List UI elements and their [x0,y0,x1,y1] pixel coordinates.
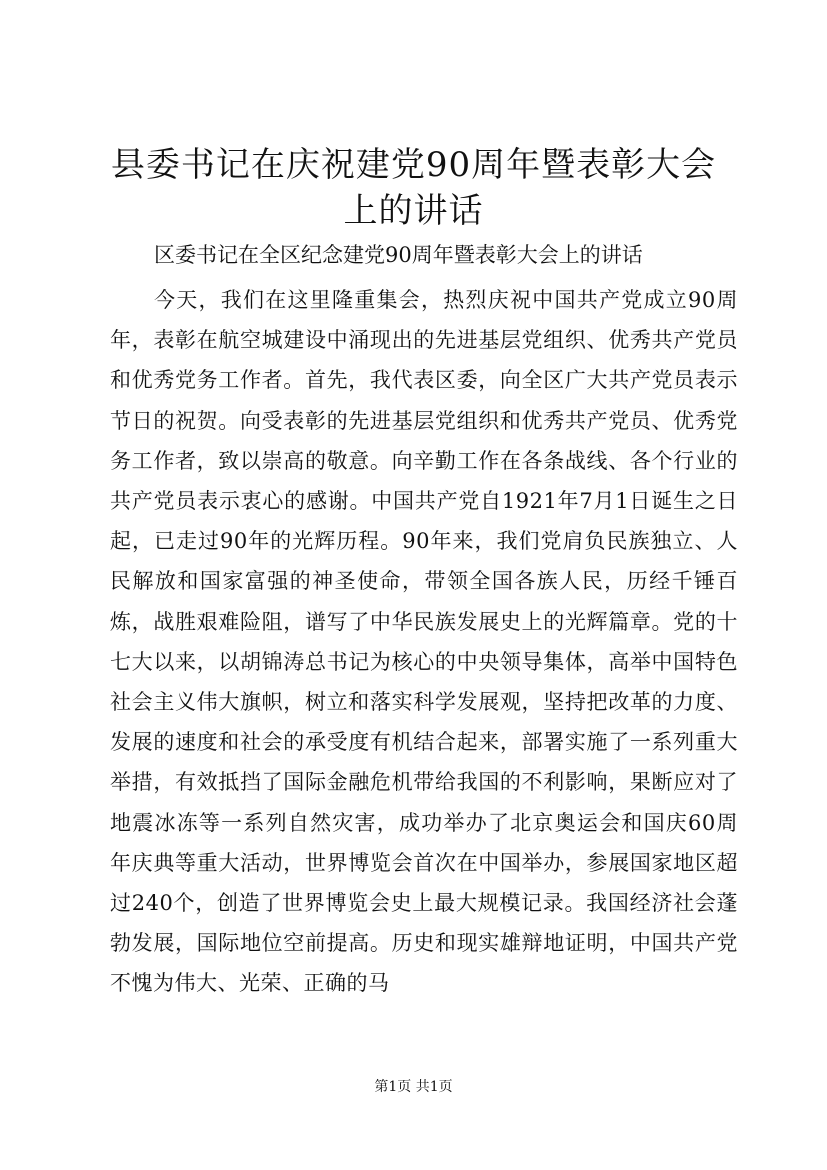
page-footer: 第1页 共1页 [374,1079,453,1095]
document-body-paragraph: 今天，我们在这里隆重集会，热烈庆祝中国共产党成立90周年，表彰在航空城建设中涌现出的先进基层党组织、优秀共产党员和优秀党务工作者。首先，我代表区委，向全区广大共产党员表示节日的祝贺。向受表彰的先进基层党组织和优秀共产党员、优秀党务工作者，致以崇高的敬意。向辛勤工作在各条战线、各个行业的共产党员表示衷心的感谢。中国共产党自1921年7月1日诞生之日起，已走过90年的光辉历程。90年来，我们党肩负民族独立、人民解放和国家富强的神圣使命，带领全国各族人民，历经千锤百炼，战胜艰难险阻，谱写了中华民族发展史上的光辉篇章。党的十七大以来，以胡锦涛总书记为核心的中央领导集体，高举中国特色社会主义伟大旗帜，树立和落实科学发展观，坚持把改革的力度、发展的速度和社会的承受度有机结合起来，部署实施了一系列重大举措，有效抵挡了国际金融危机带给我国的不利影响，果断应对了地震冰冻等一系列自然灾害，成功举办了北京奥运会和国庆60周年庆典等重大活动，世界博览会首次在中国举办，参展国家地区超过240个，创造了世界博览会史上最大规模记录。我国经济社会蓬勃发展，国际地位空前提高。历史和现实雄辩地证明，中国共产党不愧为伟大、光荣、正确的马 [110,288,738,996]
document-title: 县委书记在庆祝建党90周年暨表彰大会上的讲话 [110,145,717,231]
document-subtitle: 区委书记在全区纪念建党90周年暨表彰大会上的讲话 [154,243,643,267]
